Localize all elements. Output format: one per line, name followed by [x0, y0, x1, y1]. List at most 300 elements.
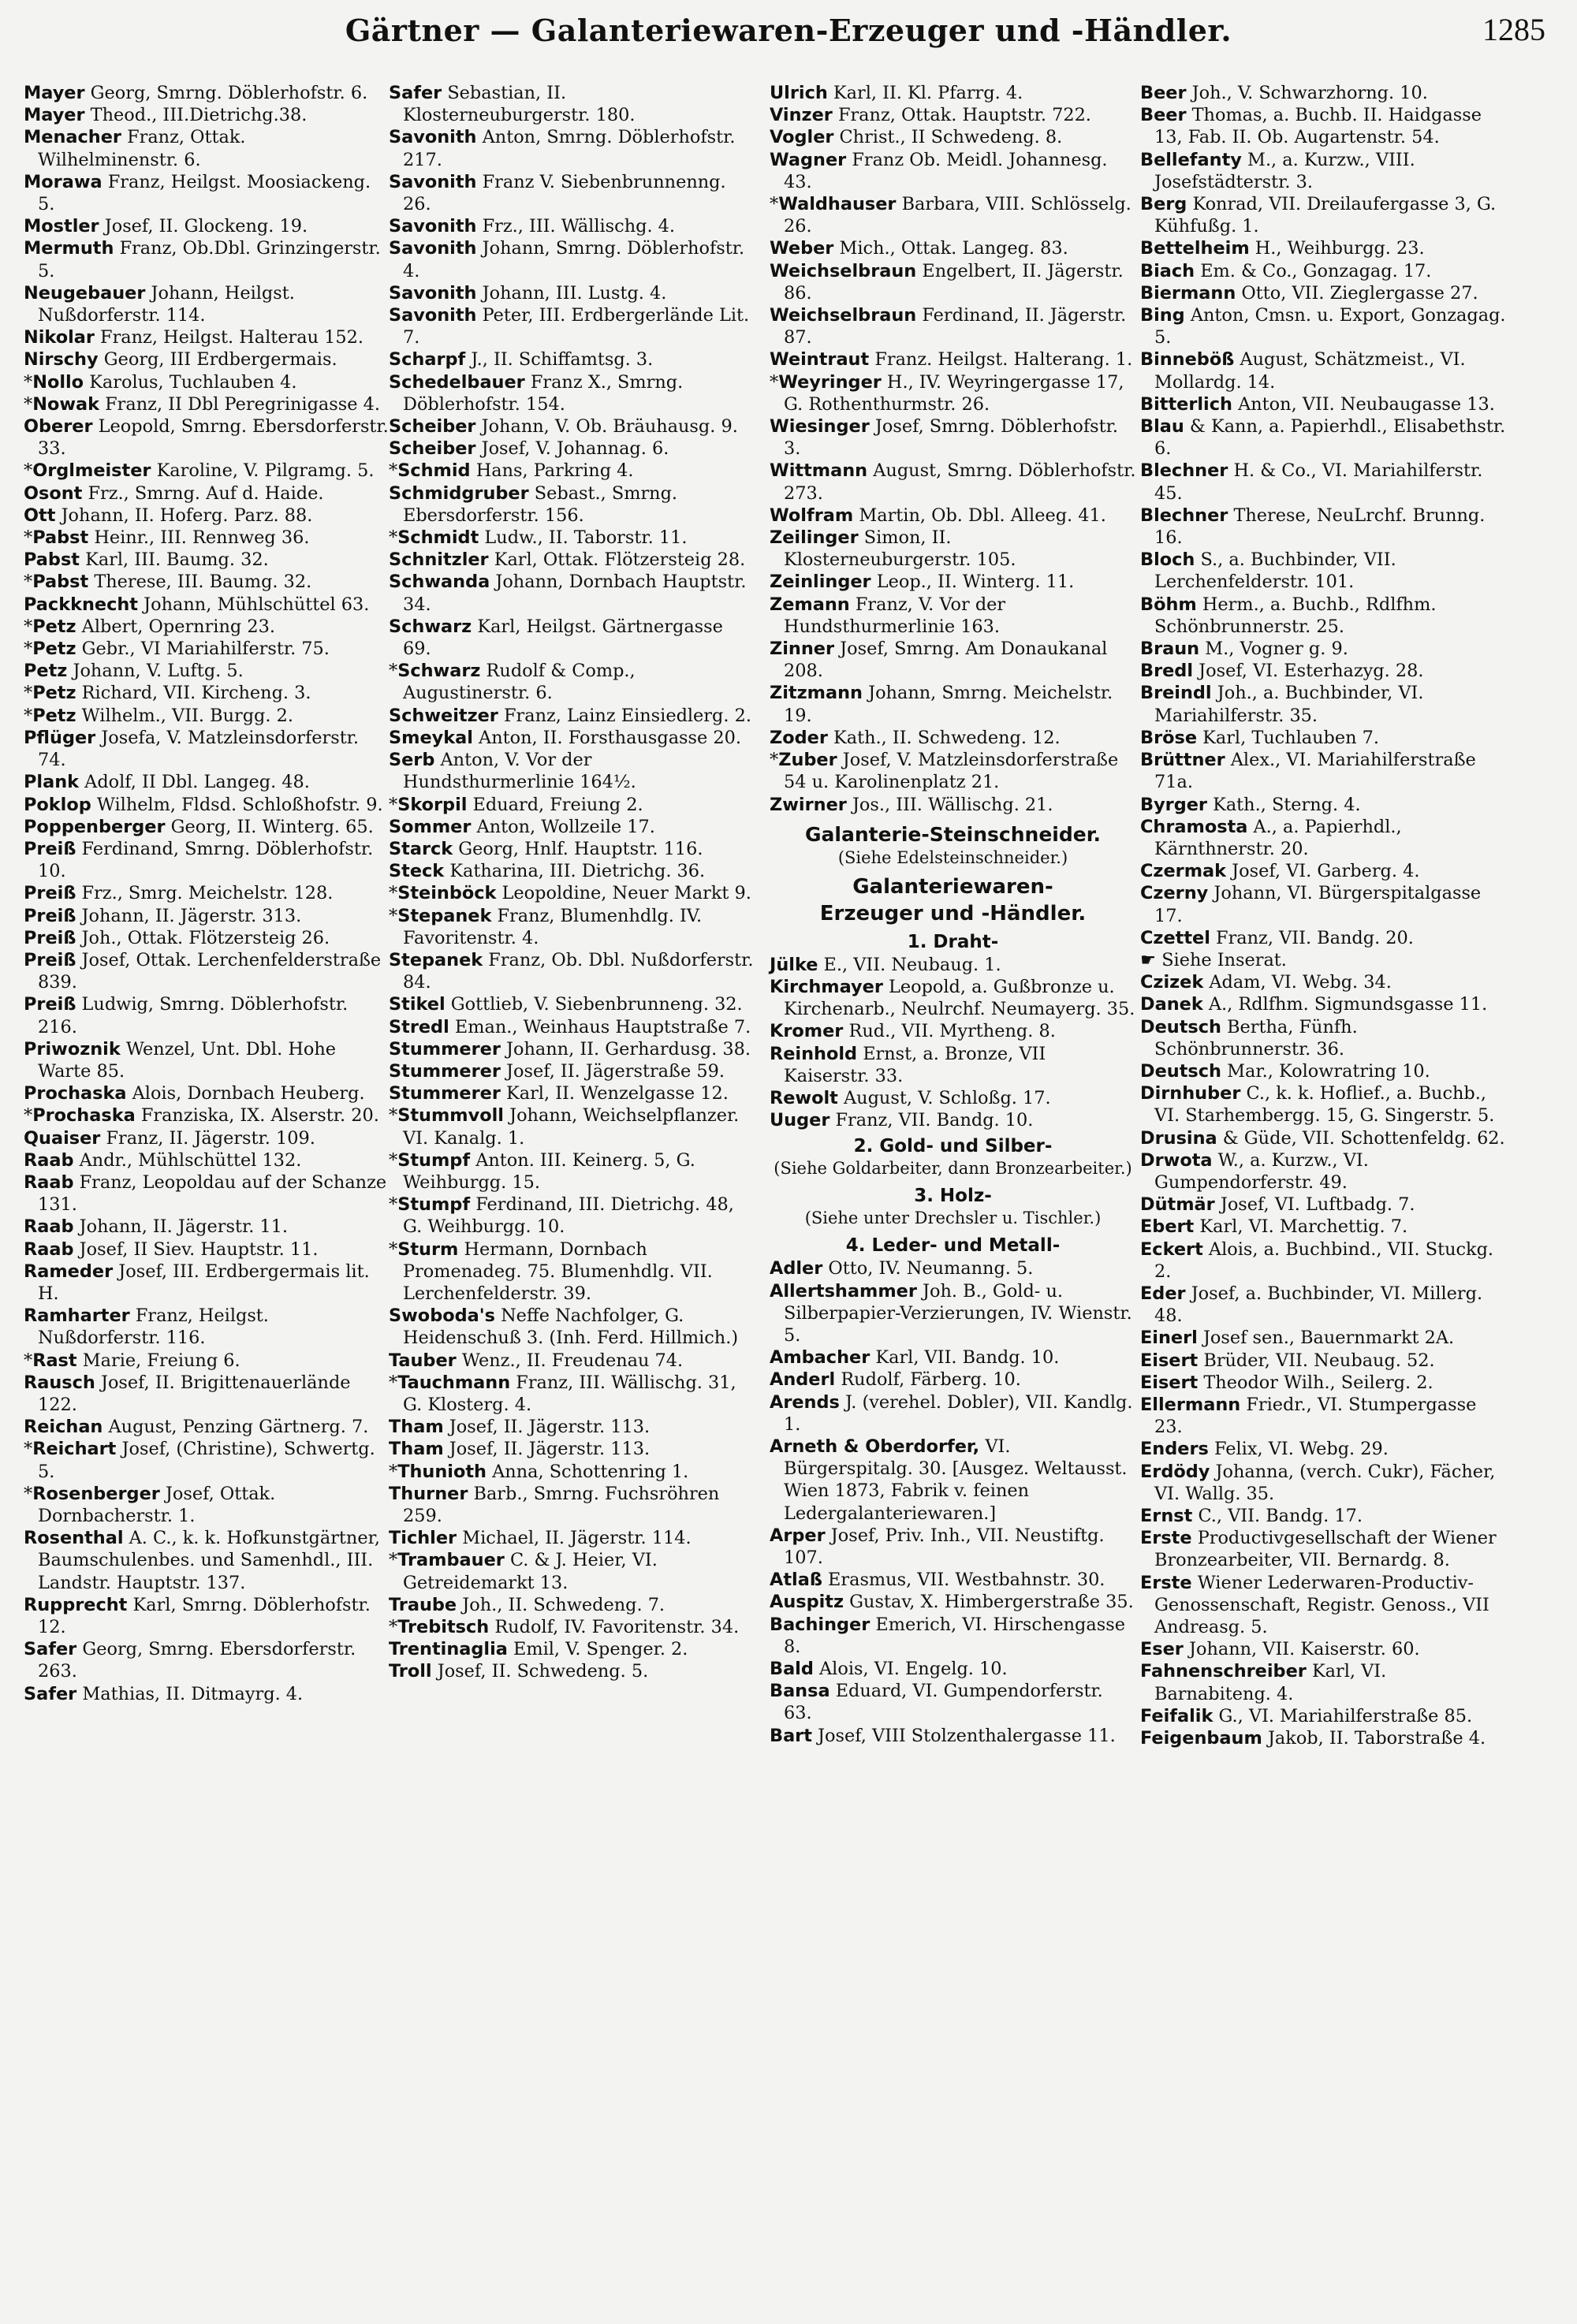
entry-name: Erste: [1140, 1528, 1192, 1549]
entry-name: Anderl: [770, 1369, 836, 1391]
entry-details: Franz, Ob. Dbl. Nußdorferstr. 84.: [403, 949, 754, 993]
entry-details: Georg, II. Winterg. 65.: [170, 816, 374, 837]
directory-entry: [389, 282, 755, 304]
entry-name: Beer: [1140, 105, 1187, 126]
entry-name: Weyringer: [778, 371, 882, 393]
subsection-note-gold-silber: (Siehe Goldarbeiter, dann Bronzearbeiter.): [774, 1159, 1132, 1179]
entry-name: Schmid: [397, 460, 471, 482]
directory-entry: [770, 1591, 1136, 1613]
entry-name: Eckert: [1140, 1238, 1203, 1260]
directory-entry: [770, 82, 1136, 104]
entry-name: Biach: [1140, 260, 1195, 281]
entry-name: Schwanda: [389, 572, 490, 593]
entry-details: Karl, VII. Bandg. 10.: [875, 1347, 1060, 1369]
entry-details: Franz, Leopoldau auf der Schanze 131.: [38, 1171, 387, 1216]
entry-marker: *: [24, 371, 33, 393]
entry-details: Kath., Sterng. 4.: [1213, 794, 1361, 815]
entry-name: Stummerer: [389, 1083, 501, 1104]
entry-details: Josef, II. Glockeng. 19.: [104, 216, 308, 237]
directory-entry: [770, 1680, 1136, 1724]
entry-name: Eder: [1140, 1283, 1186, 1304]
entry-details: Franz, Ottak. Hauptstr. 722.: [837, 105, 1091, 126]
entry-name: Rupprecht: [24, 1594, 128, 1615]
entry-details: Frz., Smrg. Meichelstr. 128.: [81, 883, 334, 904]
entry-details: Alois, VI. Engelg. 10.: [819, 1658, 1008, 1679]
entry-name: Stummvoll: [397, 1105, 504, 1127]
directory-entry: [389, 1594, 755, 1616]
entry-details: Johann, VII. Kaiserstr. 60.: [1188, 1639, 1420, 1660]
entry-name: Breindl: [1140, 683, 1212, 704]
column-3-entries-c: [770, 1257, 1136, 1746]
entry-name: Zuber: [778, 750, 837, 771]
entry-details: Karl, Ottak. Flötzersteig 28.: [494, 549, 746, 571]
directory-entry: [24, 1261, 390, 1305]
subsection-note-holz: (Siehe unter Drechsler u. Tischler.): [804, 1209, 1102, 1228]
entry-name: Rosenberger: [32, 1483, 160, 1504]
entry-name: Rosenthal: [24, 1528, 124, 1549]
directory-entry: [24, 905, 390, 927]
directory-entry: [770, 1569, 1136, 1591]
directory-entry: [389, 794, 755, 816]
entry-details: Joh. B., Gold- u. Silberpapier-Verzierungen, IV. Wienstr. 5.: [784, 1280, 1132, 1346]
entry-details: Josef, II. Brigittenauerlände 122.: [38, 1372, 351, 1415]
entry-name: Packknecht: [24, 594, 139, 615]
entry-name: Weber: [770, 238, 834, 259]
section-title-galanteriewaren-line1: Galanteriewaren-: [852, 874, 1053, 899]
directory-entry: [770, 1087, 1136, 1109]
directory-entry: [389, 727, 755, 749]
entry-marker: *: [24, 705, 33, 726]
directory-entry: [24, 1171, 390, 1216]
entry-details: Alois, a. Buchbind., VII. Stuckg. 2.: [1154, 1238, 1494, 1282]
entry-name: Erdödy: [1140, 1461, 1210, 1482]
entry-name: Byrger: [1140, 794, 1207, 815]
directory-entry: [24, 348, 390, 371]
entry-name: Bachinger: [770, 1614, 871, 1635]
entry-details: Ferdinand, II. Jägerstr. 87.: [784, 305, 1127, 348]
entry-name: Mayer: [24, 83, 85, 103]
directory-entry: [24, 1216, 390, 1238]
entry-details: Rud., VII. Myrtheng. 8.: [848, 1021, 1056, 1042]
entry-details: Joh., V. Schwarzhorng. 10.: [1191, 83, 1428, 103]
entry-details: Josef, Smrng. Döblerhofstr. 3.: [784, 416, 1118, 460]
entry-name: Schmidgruber: [389, 482, 529, 504]
entry-details: M., a. Kurzw., VIII. Josefstädterstr. 3.: [1154, 149, 1415, 192]
directory-entry: [24, 237, 390, 281]
entry-details: Anton, V. Vor der Hundsthurmerlinie 164½.: [403, 750, 636, 793]
directory-entry: [24, 794, 390, 816]
entry-details: Heinr., III. Rennweg 36.: [94, 527, 310, 549]
entry-name: Kirchmayer: [770, 976, 883, 997]
entry-name: Savonith: [389, 127, 477, 148]
entry-name: Reichan: [24, 1417, 103, 1438]
entry-name: Preiß: [24, 883, 76, 904]
entry-details: Friedr., VI. Stumpergasse 23.: [1154, 1394, 1477, 1438]
entry-details: Gustav, X. Himbergerstraße 35.: [849, 1592, 1134, 1613]
entry-marker: *: [389, 661, 398, 682]
entry-name: Bredl: [1140, 661, 1193, 682]
entry-details: Johanna, (verch. Cukr), Fächer, VI. Wallg. 35.: [1154, 1461, 1496, 1504]
directory-entry: [24, 1149, 390, 1171]
directory-entry: [389, 1483, 755, 1527]
entry-name: Drwota: [1140, 1149, 1213, 1171]
entry-name: Deutsch: [1140, 1060, 1221, 1082]
entry-details: Anton. III. Keinerg. 5, G. Weihburgg. 15.: [403, 1149, 695, 1193]
entry-name: Prochaska: [24, 1083, 127, 1104]
directory-entry: [1140, 660, 1507, 682]
entry-details: Marie, Freiung 6.: [82, 1350, 240, 1371]
entry-details: Emil, V. Spenger. 2.: [513, 1639, 688, 1660]
entry-name: Czettel: [1140, 927, 1210, 948]
entry-details: Johann, II. Jägerstr. 11.: [79, 1216, 289, 1238]
directory-entry: [389, 1104, 755, 1149]
entry-name: Stumpf: [397, 1194, 471, 1216]
directory-entry: [770, 104, 1136, 126]
entry-name: Nikolar: [24, 327, 95, 348]
directory-entry: [770, 193, 1136, 237]
entry-details: Eman., Weinhaus Hauptstraße 7.: [454, 1016, 751, 1037]
entry-name: Traube: [389, 1594, 457, 1615]
running-title: Gärtner — Galanteriewaren-Erzeuger und -Händler.: [345, 13, 1232, 48]
entry-details: Peter, III. Erdbergerlände Lit. 7.: [403, 305, 750, 348]
directory-entry: [770, 1614, 1136, 1658]
directory-entry: [1140, 1705, 1507, 1727]
entry-details: Johann, III. Lustg. 4.: [482, 282, 667, 304]
entry-details: Johann, Dornbach Hauptstr. 34.: [403, 572, 747, 615]
subsection-holz: 3. Holz-: [914, 1186, 992, 1207]
entry-name: Petz: [32, 705, 76, 726]
directory-entry: [1140, 304, 1507, 348]
entry-name: Mostler: [24, 216, 99, 237]
entry-details: E., VII. Neubaug. 1.: [823, 954, 1001, 975]
entry-name: Zwirner: [770, 794, 847, 815]
entry-details: A., Rdlfhm. Sigmundsgasse 11.: [1208, 994, 1488, 1015]
entry-details: Therese, NeuLrchf. Brunng. 16.: [1154, 505, 1486, 549]
entry-name: Skorpil: [397, 794, 468, 815]
directory-entry: [770, 371, 1136, 415]
entry-name: Pabst: [32, 527, 89, 549]
directory-entry: [1140, 1660, 1507, 1704]
entry-name: Schwarz: [397, 661, 481, 682]
directory-entry: [24, 104, 390, 126]
directory-entry: [770, 954, 1136, 976]
entry-name: Preiß: [24, 838, 76, 859]
entry-details: August, Smrng. Döblerhofstr. 273.: [784, 460, 1136, 504]
page-header: [0, 5, 1577, 60]
entry-name: Allertshammer: [770, 1280, 917, 1302]
entry-name: Raab: [24, 1171, 74, 1193]
directory-entry: [389, 571, 755, 615]
entry-details: August, Schätzmeist., VI. Mollardg. 14.: [1154, 349, 1466, 393]
directory-entry: [770, 1109, 1136, 1131]
directory-entry: [770, 415, 1136, 460]
entry-name: Pabst: [32, 572, 89, 593]
directory-entry: [1140, 149, 1507, 193]
directory-entry: [24, 993, 390, 1037]
entry-name: Schmidt: [397, 527, 479, 549]
directory-entry: [770, 527, 1136, 571]
entry-name: Oberer: [24, 416, 93, 438]
entry-name: Wolfram: [770, 505, 854, 526]
directory-entry: [770, 304, 1136, 348]
directory-entry: [24, 171, 390, 215]
entry-details: Karl, VI. Barnabiteng. 4.: [1154, 1661, 1387, 1704]
directory-entry: [389, 816, 755, 838]
entry-marker: *: [770, 750, 779, 771]
directory-entry: [770, 1369, 1136, 1391]
entry-name: Schnitzler: [389, 549, 489, 571]
entry-name: Czizek: [1140, 972, 1204, 993]
entry-marker: *: [24, 1439, 33, 1460]
entry-details: Georg, Hnlf. Hauptstr. 116.: [458, 838, 703, 859]
entry-details: Franz, Lainz Einsiedlerg. 2.: [503, 705, 751, 726]
entry-name: Tauchmann: [397, 1372, 511, 1393]
directory-entry: [1140, 393, 1507, 415]
directory-entry: [24, 616, 390, 638]
entry-details: Johann, Smrng. Döblerhofstr. 4.: [403, 238, 745, 281]
entry-details: Mich., Ottak. Langeg. 83.: [839, 238, 1068, 259]
directory-entry: [389, 304, 755, 348]
entry-details: Rudolf, IV. Favoritenstr. 34.: [494, 1617, 740, 1638]
entry-name: Fahnenschreiber: [1140, 1661, 1307, 1682]
directory-entry: [389, 616, 755, 660]
entry-marker: *: [389, 905, 398, 926]
entry-marker: *: [389, 1372, 398, 1393]
directory-entry: [389, 749, 755, 793]
entry-details: Sebastian, II. Klosterneuburgerstr. 180.: [403, 83, 636, 126]
directory-entry: [24, 838, 390, 882]
directory-entry: [1140, 1372, 1507, 1394]
entry-details: Josef, a. Buchbinder, VI. Millerg. 48.: [1154, 1283, 1483, 1327]
entry-details: Wiener Lederwaren-Productiv-Genossenschaft, Registr. Genoss., VII Andreasg. 5.: [1154, 1572, 1489, 1638]
entry-name: Steck: [389, 861, 445, 882]
entry-details: Franz, II. Jägerstr. 109.: [106, 1127, 315, 1149]
entry-name: Vinzer: [770, 105, 833, 126]
directory-entry: [1140, 727, 1507, 749]
directory-entry: [24, 949, 390, 993]
directory-entry: [24, 482, 390, 505]
entry-details: Franz, Heilgst. Moosiackeng. 5.: [38, 171, 371, 215]
directory-entry: [389, 371, 755, 415]
entry-name: Zeinlinger: [770, 572, 871, 593]
directory-entry: [389, 1438, 755, 1460]
directory-entry: [1140, 749, 1507, 793]
entry-details: Christ., II Schwedeng. 8.: [839, 127, 1063, 148]
directory-entry: [24, 1038, 390, 1082]
directory-entry: [24, 816, 390, 838]
directory-entry: [24, 660, 390, 682]
directory-entry: [1140, 1082, 1507, 1127]
directory-entry: [770, 571, 1136, 593]
directory-entry: [24, 282, 390, 326]
directory-entry: [770, 749, 1136, 793]
entry-marker: *: [389, 794, 398, 815]
entry-name: Tichler: [389, 1528, 457, 1549]
entry-name: Rameder: [24, 1261, 114, 1282]
entry-name: Dütmär: [1140, 1194, 1215, 1216]
directory-entry: [24, 393, 390, 415]
entry-name: Dirnhuber: [1140, 1083, 1241, 1104]
entry-name: Tham: [389, 1439, 444, 1460]
entry-name: Wagner: [770, 149, 847, 170]
entry-name: Nirschy: [24, 349, 99, 371]
directory-entry: [770, 594, 1136, 638]
directory-entry: [770, 1280, 1136, 1347]
entry-details: Wilhelm., VII. Burgg. 2.: [81, 705, 293, 726]
entry-details: Ernst, a. Bronze, VII Kaiserstr. 33.: [784, 1043, 1046, 1086]
directory-entry: [389, 1616, 755, 1638]
entry-name: Petz: [32, 683, 76, 704]
entry-details: Johann, II. Jägerstr. 313.: [81, 905, 302, 926]
entry-name: Weichselbraun: [770, 305, 917, 326]
entry-details: Joh., Ottak. Flötzersteig 26.: [81, 927, 330, 948]
entry-details: Alex., VI. Mariahilferstraße 71a.: [1154, 750, 1476, 793]
entry-details: Josef, (Christine), Schwertg. 5.: [38, 1439, 375, 1482]
entry-details: Andr., Mühlschüttel 132.: [79, 1149, 302, 1171]
directory-entry: [1140, 1727, 1507, 1749]
entry-name: Preiß: [24, 949, 76, 970]
entry-name: Nowak: [32, 393, 100, 415]
entry-marker: *: [389, 883, 398, 904]
entry-details: Gebr., VI Mariahilferstr. 75.: [81, 639, 330, 660]
entry-name: Weintraut: [770, 349, 870, 371]
entry-name: Bing: [1140, 305, 1185, 326]
column-3-entries-b: [770, 954, 1136, 1132]
entry-name: Trambauer: [397, 1550, 505, 1571]
directory-entry: [1140, 1461, 1507, 1505]
entry-details: Franz, V. Vor der Hundsthurmerlinie 163.: [784, 594, 1006, 637]
entry-details: Josef, II. Jägerstr. 113.: [449, 1417, 651, 1438]
directory-entry: [770, 1725, 1136, 1747]
entry-name: Troll: [389, 1661, 432, 1682]
directory-entry: [1140, 1216, 1507, 1238]
directory-entry: [770, 1436, 1136, 1525]
directory-entry: [770, 794, 1136, 816]
directory-entry: [389, 993, 755, 1015]
entry-name: Wiesinger: [770, 416, 870, 438]
directory-entry: [1140, 993, 1507, 1015]
section-title-steinschneider: Galanterie-Steinschneider.: [805, 822, 1101, 846]
entry-details: Emerich, VI. Hirschengasse 8.: [784, 1614, 1125, 1657]
entry-details: Johann, Weichselpflanzer. VI. Kanalg. 1.: [403, 1105, 740, 1149]
directory-entry: [1140, 1060, 1507, 1082]
entry-name: Zemann: [770, 594, 850, 615]
entry-details: Johann, Mühlschüttel 63.: [144, 594, 370, 615]
entry-details: Konrad, VII. Dreilaufergasse 3, G. Kühfußg. 1.: [1154, 194, 1497, 237]
entry-details: Josef, VI. Garberg. 4.: [1232, 861, 1420, 882]
directory-entry: [24, 549, 390, 571]
directory-entry: [1140, 594, 1507, 638]
entry-details: Brüder, VII. Neubaug. 52.: [1203, 1350, 1435, 1371]
entry-marker: *: [24, 616, 33, 637]
directory-entry: [24, 727, 390, 771]
directory-entry: [389, 838, 755, 860]
entry-details: H., IV. Weyringergasse 17, G. Rothenthurmstr. 26.: [784, 371, 1124, 415]
entry-name: Bald: [770, 1658, 814, 1679]
entry-name: Zitzmann: [770, 683, 863, 704]
entry-details: Leopold, Smrng. Ebersdorferstr. 33.: [38, 416, 389, 460]
entry-details: Anton, Wollzeile 17.: [476, 816, 655, 837]
directory-entry: [24, 1638, 390, 1682]
column-3-entries-a: [770, 82, 1136, 816]
entry-details: Michael, II. Jägerstr. 114.: [462, 1528, 692, 1549]
entry-details: Josef, V. Matzleinsdorferstraße 54 u. Karolinenplatz 21.: [784, 750, 1119, 793]
entry-name: Bloch: [1140, 549, 1195, 571]
entry-name: Petz: [32, 616, 76, 637]
entry-name: Ramharter: [24, 1305, 130, 1327]
directory-entry: [1140, 1572, 1507, 1639]
entry-details: C. & J. Heier, VI. Getreidemarkt 13.: [403, 1550, 658, 1593]
entry-marker: *: [24, 393, 33, 415]
entry-name: Stepanek: [389, 949, 483, 970]
directory-entry: [770, 1020, 1136, 1042]
entry-details: S., a. Buchbinder, VII. Lerchenfelderstr. 101.: [1154, 549, 1396, 593]
directory-entry: [1140, 682, 1507, 726]
directory-entry: [1140, 1327, 1507, 1349]
entry-name: Smeykal: [389, 727, 473, 748]
entry-details: Karoline, V. Pilgramg. 5.: [156, 460, 375, 482]
entry-details: Johann, II. Gerhardusg. 38.: [506, 1038, 751, 1060]
directory-entry: [1140, 949, 1507, 971]
column-4: [1140, 82, 1507, 1749]
entry-details: Bertha, Fünfh. Schönbrunnerstr. 36.: [1154, 1016, 1358, 1060]
entry-details: Franz, Ob.Dbl. Grinzingerstr. 5.: [38, 238, 381, 281]
entry-marker: *: [24, 572, 33, 593]
entry-details: Franz, II Dbl Peregrinigasse 4.: [105, 393, 380, 415]
entry-name: Mermuth: [24, 238, 114, 259]
directory-entry: [389, 527, 755, 549]
directory-entry: [389, 482, 755, 527]
entry-name: Blau: [1140, 416, 1184, 438]
directory-entry: [770, 126, 1136, 148]
entry-details: Josef, Ottak. Dornbacherstr. 1.: [38, 1483, 276, 1526]
entry-name: Kromer: [770, 1021, 844, 1042]
directory-entry: [389, 1194, 755, 1238]
directory-entry: [770, 727, 1136, 749]
column-3: [770, 82, 1136, 1747]
entry-name: Nollo: [32, 371, 84, 393]
directory-entry: [770, 1391, 1136, 1436]
entry-name: Raab: [24, 1149, 74, 1171]
entry-details: Rudolf, Färberg. 10.: [841, 1369, 1021, 1391]
entry-details: A., a. Papierhdl., Kärnthnerstr. 20.: [1154, 816, 1402, 859]
entry-details: Jos., III. Wällischg. 21.: [852, 794, 1053, 815]
entry-name: Safer: [389, 83, 442, 103]
entry-name: Scharpf: [389, 349, 466, 371]
entry-details: VI. Bürgerspitalg. 30. [Ausgez. Weltausst. Wien 1873, Fabrik v. feinen Ledergalanteriewaren.]: [784, 1436, 1128, 1524]
entry-details: Otto, VII. Zieglergasse 27.: [1241, 282, 1478, 304]
entry-name: Eser: [1140, 1639, 1184, 1660]
entry-name: Eisert: [1140, 1372, 1199, 1393]
entry-details: Franz V. Siebenbrunnenng. 26.: [403, 171, 726, 215]
entry-details: Karolus, Tuchlauben 4.: [89, 371, 297, 393]
entry-name: Plank: [24, 772, 80, 793]
entry-details: Josef, Smrng. Am Donaukanal 208.: [784, 639, 1108, 682]
directory-entry: [389, 1549, 755, 1593]
entry-name: Braun: [1140, 639, 1200, 660]
directory-entry: [389, 705, 755, 727]
entry-details: J. (verehel. Dobler), VII. Kandlg. 1.: [784, 1391, 1133, 1435]
entry-name: Ellermann: [1140, 1394, 1241, 1415]
entry-name: Feifalik: [1140, 1705, 1214, 1726]
directory-entry: [24, 771, 390, 793]
entry-details: Josef, VIII Stolzenthalergasse 11.: [818, 1725, 1116, 1746]
directory-entry: [389, 882, 755, 904]
directory-entry: [1140, 971, 1507, 993]
entry-details: Simon, II. Klosterneuburgerstr. 105.: [784, 527, 1016, 571]
entry-name: Trebitsch: [397, 1617, 490, 1638]
entry-details: Ferdinand, Smrng. Döblerhofstr. 10.: [38, 838, 374, 882]
